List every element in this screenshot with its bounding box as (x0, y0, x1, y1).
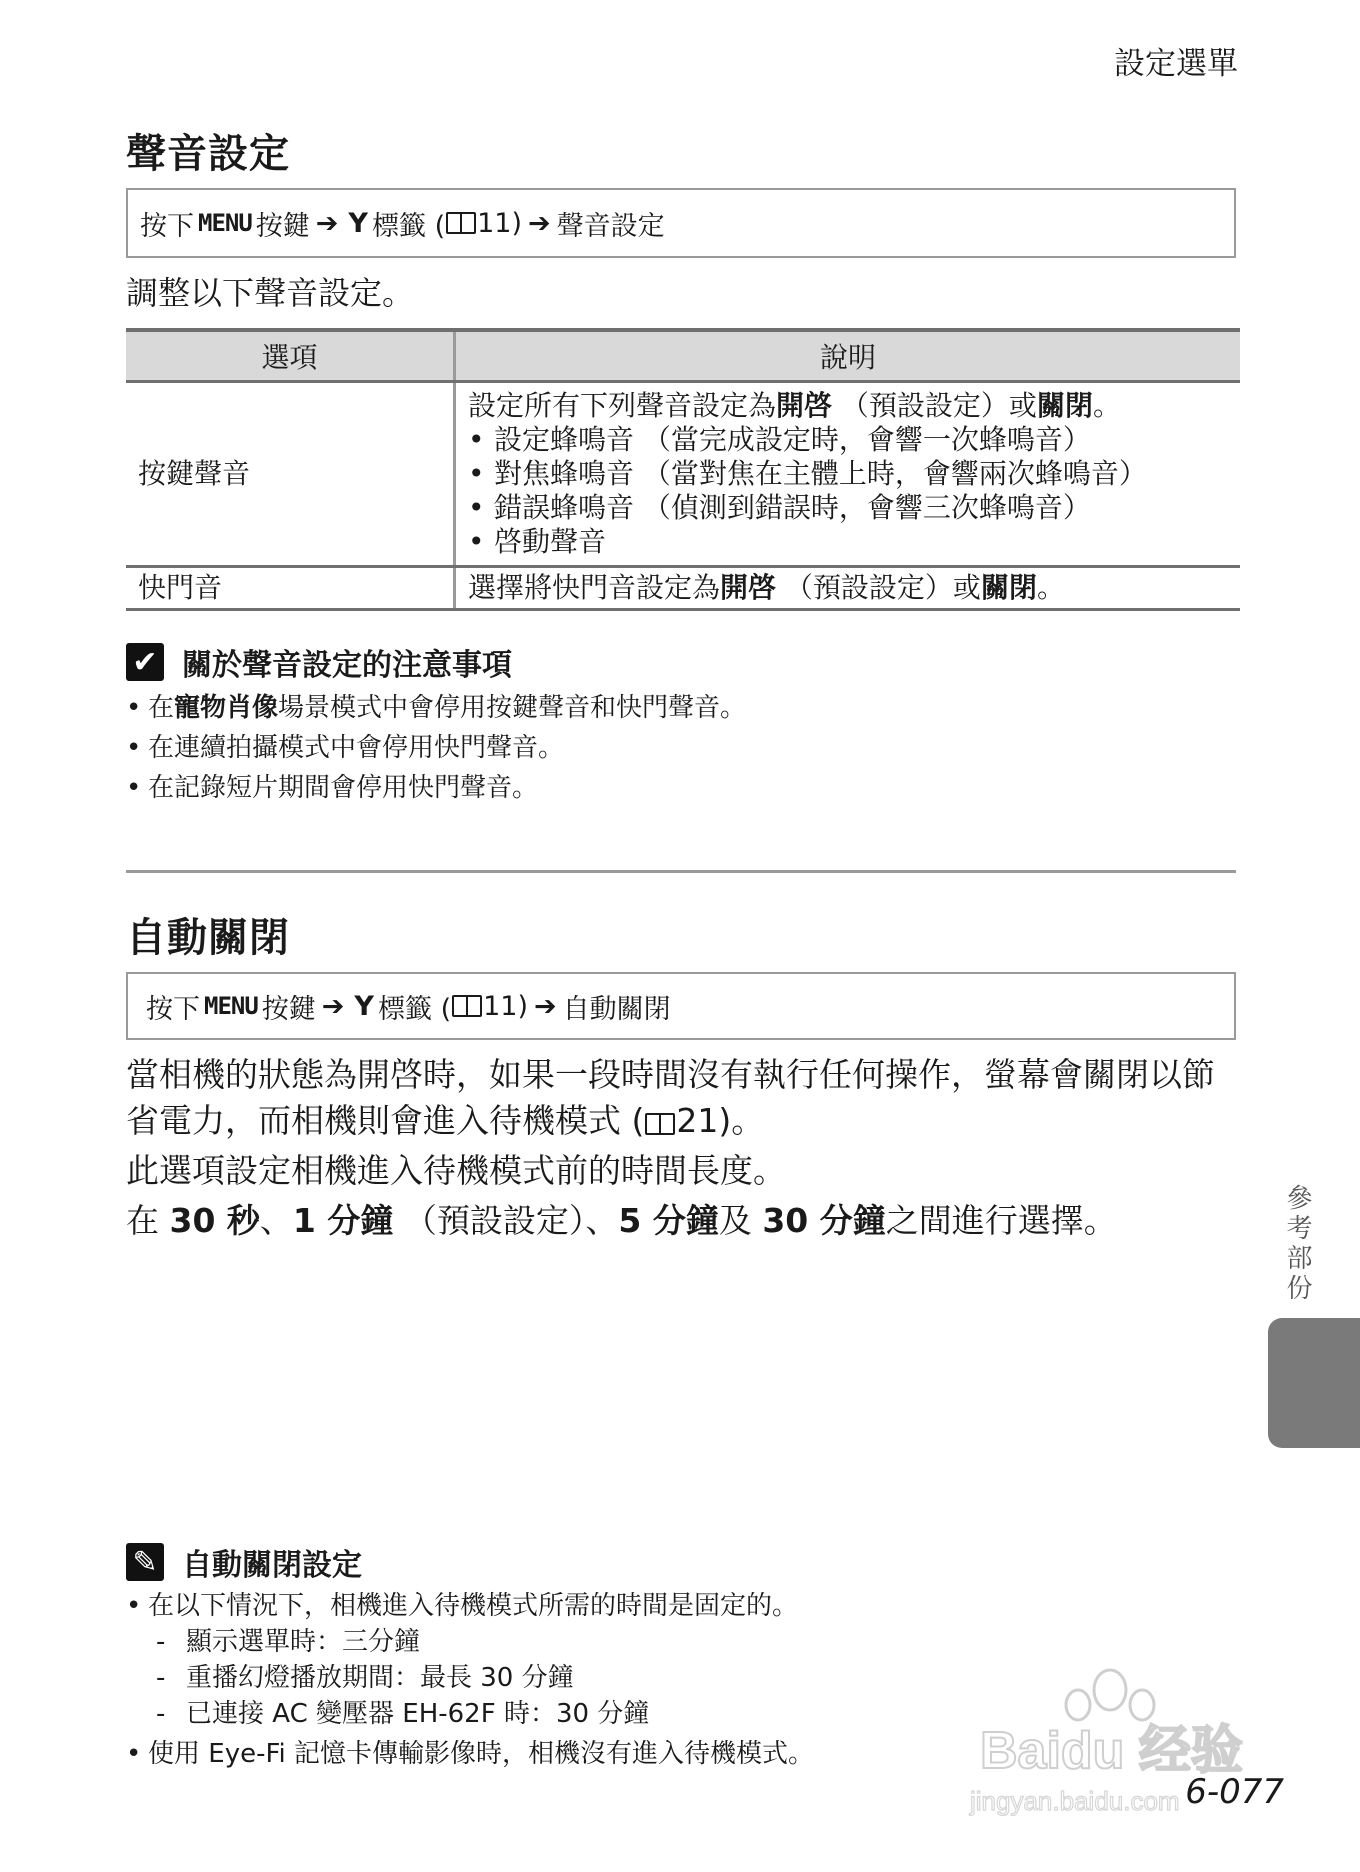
auto-off-options-line: 在 30 秒、1 分鐘 （預設設定）、5 分鐘及 30 分鐘之間進行選擇。 (126, 1201, 1117, 1240)
table-header-description: 說明 (455, 330, 1241, 382)
list-item: • 對焦蜂鳴音 （當對焦在主體上時，會響兩次蜂鳴音） (468, 457, 1147, 490)
path-destination: 聲音設定 (556, 210, 665, 242)
book-ref-icon (645, 1113, 675, 1135)
description-shutter-sound: 選擇將快門音設定為開啓 （預設設定）或關閉。 (455, 567, 1241, 610)
auto-off-title: 自動關閉 (126, 915, 290, 961)
option-1min: 1 分鐘 (292, 1201, 394, 1240)
list-item: • 在記錄短片期間會停用快門聲音。 (126, 768, 746, 808)
bullet-icon: • (126, 733, 142, 763)
option-30min: 30 分鐘 (762, 1201, 886, 1240)
arrow-right-icon: ➔ (528, 207, 551, 239)
menu-key-label: MENU (198, 209, 252, 237)
path-ref-page: 11) (483, 990, 528, 1022)
page-number: 6-077 (1185, 1772, 1284, 1812)
path-press-text: 按下 (146, 993, 200, 1025)
list-item: • 錯誤蜂鳴音 （偵測到錯誤時，會響三次蜂鳴音） (468, 491, 1091, 524)
option-button-sound: 按鍵聲音 (126, 382, 455, 567)
chapter-heading: 設定選單 (1114, 46, 1238, 82)
list-item: • 啓動聲音 (468, 525, 607, 558)
bullet-icon: • (468, 525, 485, 558)
list-subitem: - 已連接 AC 變壓器 EH-62F 時：30 分鐘 (156, 1699, 650, 1729)
list-item: • 使用 Eye-Fi 記憶卡傳輸影像時，相機沒有進入待機模式。 (126, 1736, 814, 1772)
section-divider (126, 870, 1236, 873)
path-key-text: 按鍵 (261, 993, 316, 1025)
arrow-right-icon: ➔ (321, 990, 345, 1022)
list-item: • 在以下情況下，相機進入待機模式所需的時間是固定的。 (126, 1588, 814, 1624)
table-header-option: 選項 (126, 330, 455, 382)
sound-menu-path (126, 188, 1236, 258)
wrench-icon: Y (348, 207, 368, 239)
path-tab-text: 標籤 ( (371, 210, 446, 242)
path-ref-page: 11) (477, 207, 522, 239)
bullet-icon: • (468, 457, 485, 490)
auto-off-description (126, 1052, 1246, 1244)
sound-options-table (126, 328, 1240, 611)
side-tab-label: 參考部份 (1282, 1184, 1312, 1304)
auto-off-menu-path (126, 972, 1236, 1040)
sound-note-title: 關於聲音設定的注意事項 (182, 648, 512, 683)
watermark-brand: Baidu 经验 (980, 1722, 1243, 1780)
auto-off-para1-line1: 當相機的狀態為開啓時，如果一段時間沒有執行任何操作，螢幕會關閉以節 (126, 1055, 1215, 1094)
list-item: • 設定蜂鳴音 （當完成設定時，會響一次蜂鳴音） (468, 423, 1091, 456)
description-button-sound (455, 382, 1241, 567)
pencil-icon: ✎ (126, 1543, 164, 1581)
table-row (126, 567, 1240, 610)
path-destination: 自動關閉 (562, 993, 671, 1025)
sound-note-heading (126, 640, 512, 684)
bullet-icon: • (468, 491, 485, 524)
bullet-icon: • (126, 693, 142, 723)
auto-off-note-list (126, 1588, 814, 1772)
book-ref-icon (452, 995, 482, 1017)
table-row (126, 382, 1240, 567)
auto-off-para1-line2: 省電力，而相機則會進入待機模式 ( 21)。 (126, 1101, 765, 1140)
side-tab-marker (1268, 1318, 1360, 1448)
option-shutter-sound: 快門音 (126, 567, 455, 610)
list-subitem: - 顯示選單時：三分鐘 (156, 1627, 421, 1657)
auto-off-note-title: 自動關閉設定 (182, 1548, 362, 1583)
bullet-icon: • (126, 1591, 142, 1621)
auto-off-para2: 此選項設定相機進入待機模式前的時間長度。 (126, 1151, 786, 1190)
paw-icon (1094, 1670, 1126, 1710)
auto-off-note-heading (126, 1540, 362, 1584)
menu-key-label: MENU (204, 992, 258, 1020)
watermark-url: jingyan.baidu.com (970, 1786, 1180, 1816)
sound-settings-title: 聲音設定 (126, 131, 290, 177)
on-value: 開啓 (776, 389, 833, 422)
checkmark-icon: ✔ (126, 643, 164, 681)
path-tab-text: 標籤 ( (377, 993, 452, 1025)
bullet-icon: • (126, 773, 142, 803)
sound-intro: 調整以下聲音設定。 (126, 274, 415, 312)
list-item: • 在連續拍攝模式中會停用快門聲音。 (126, 728, 746, 768)
path-key-text: 按鍵 (255, 210, 310, 242)
arrow-right-icon: ➔ (534, 990, 557, 1022)
bullet-icon: • (126, 1739, 142, 1769)
option-5min: 5 分鐘 (618, 1201, 719, 1240)
arrow-right-icon: ➔ (315, 207, 339, 239)
sound-note-list (126, 688, 746, 808)
desc-line: 設定所有下列聲音設定為開啓 （預設設定）或關閉。 (468, 389, 1121, 422)
option-30s: 30 秒 (169, 1201, 260, 1240)
table-header-row (126, 330, 1240, 382)
off-value: 關閉 (1036, 389, 1093, 422)
pet-portrait-label: 寵物肖像 (174, 693, 279, 723)
wrench-icon: Y (354, 990, 374, 1022)
path-press-text: 按下 (140, 210, 194, 242)
on-value: 開啓 (720, 571, 777, 604)
bullet-icon: • (468, 423, 485, 456)
off-value: 關閉 (980, 571, 1037, 604)
list-item: • 在寵物肖像場景模式中會停用按鍵聲音和快門聲音。 (126, 688, 746, 728)
list-subitem: - 重播幻燈播放期間：最長 30 分鐘 (156, 1663, 574, 1693)
book-ref-icon (446, 212, 476, 234)
